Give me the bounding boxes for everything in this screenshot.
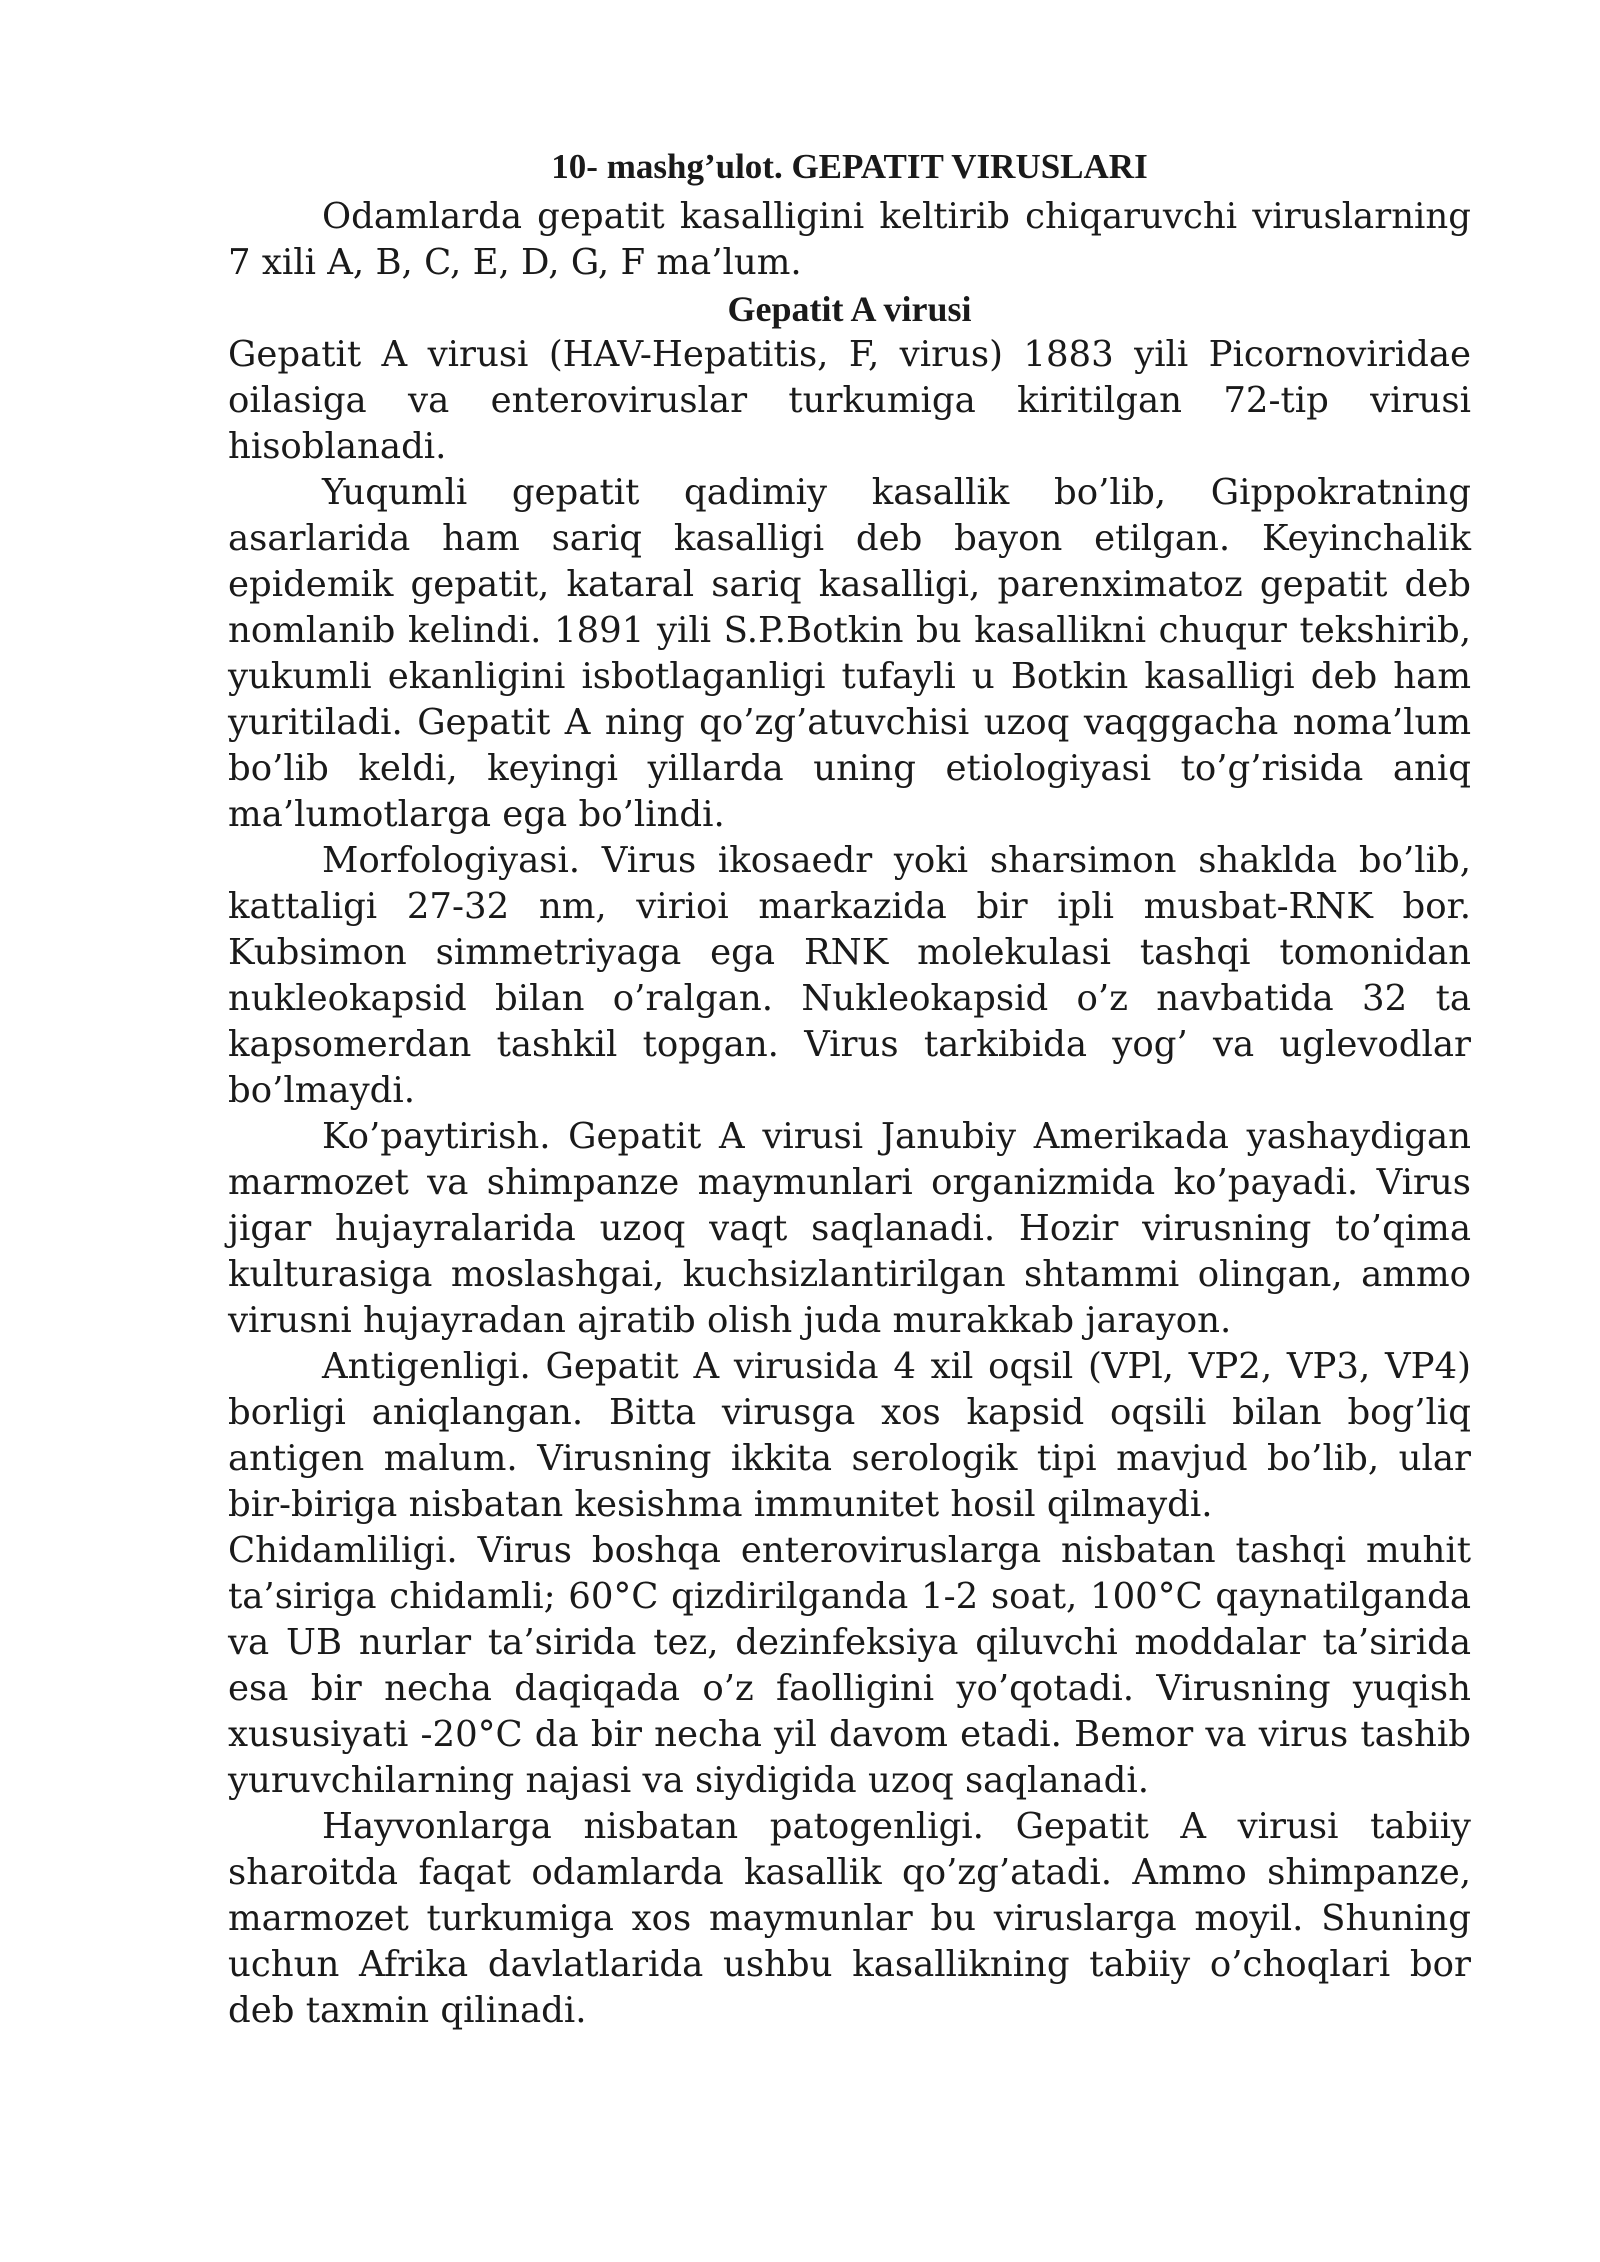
paragraph-morphology: Morfologiyasi. Virus ikosaedr yoki sharsimon shaklda bo’lib, kattaligi 27-32 nm, virioi markazida bir ipli musbat-RNK bor. Kubsimon simmetriyaga ega RNK molekulasi tashqi tomonidan nukleokapsid bilan o’ralgan. Nukleokapsid o’z navbatida 32 ta kapsomerdan tashkil topgan. Virus tarkibida yog’ va uglevodlar bo’lmaydi.: [228, 840, 1471, 1111]
document-page: [228, 144, 1471, 2034]
paragraph-reproduction: Ko’paytirish. Gepatit A virusi Janubiy Amerikada yashaydigan marmozet va shimpanze maymunlari organizmida ko’payadi. Virus jigar hujayralarida uzoq vaqt saqlanadi. Hozir virusning to’qima kulturasiga moslashgai, kuchsizlantirilgan shtammi olingan, ammo virusni hujayradan ajratib olish juda murakkab jarayon.: [228, 1116, 1471, 1341]
intro-paragraph: Odamlarda gepatit kasalligini keltirib chiqaruvchi viruslarning 7 xili A, B, C, E, D, G, F ma’lum.: [228, 196, 1471, 283]
paragraph-classification: Gepatit A virusi (HAV-Hepatitis, F, virus) 1883 yili Picornoviridae oilasiga va enteroviruslar turkumiga kiritilgan 72-tip virusi hisoblanadi.: [228, 334, 1471, 467]
document-title: 10- mashg’ulot. GEPATIT VIRUSLARI: [551, 147, 1148, 186]
paragraph-history: Yuqumli gepatit qadimiy kasallik bo’lib, Gippokratning asarlarida ham sariq kasalligi deb bayon etilgan. Keyinchalik epidemik gepatit, kataral sariq kasalligi, parenximatoz gepatit deb nomlanib kelindi. 1891 yili S.P.Botkin bu kasallikni chuqur tekshirib, yukumli ekanligini isbotlaganligi tufayli u Botkin kasalligi deb ham yuritiladi. Gepatit A ning qo’zg’atuvchisi uzoq vaqggacha noma’lum bo’lib keldi, keyingi yillarda uning etiologiyasi to’g’risida aniq ma’lumotlarga ega bo’lindi.: [228, 472, 1471, 835]
paragraph-resistance: Chidamliligi. Virus boshqa enteroviruslarga nisbatan tashqi muhit ta’siriga chidamli; 60°C qizdirilganda 1-2 soat, 100°C qaynatilganda va UB nurlar ta’sirida tez, dezinfeksiya qiluvchi moddalar ta’sirida esa bir necha daqiqada o’z faolligini yo’qotadi. Virusning yuqish xususiyati -20°C da bir necha yil davom etadi. Bemor va virus tashib yuruvchilarning najasi va siydigida uzoq saqlanadi.: [228, 1530, 1471, 1801]
paragraph-pathogenicity: Hayvonlarga nisbatan patogenligi. Gepatit A virusi tabiiy sharoitda faqat odamlarda kasallik qo’zg’atadi. Ammo shimpanze, marmozet turkumiga xos maymunlar bu viruslarga moyil. Shuning uchun Afrika davlatlarida ushbu kasallikning tabiiy o’choqlari bor deb taxmin qilinadi.: [228, 1806, 1471, 2031]
paragraph-antigenicity: Antigenligi. Gepatit A virusida 4 xil oqsil (VPl, VP2, VP3, VP4) borligi aniqlangan. Bitta virusga xos kapsid oqsili bilan bog’liq antigen malum. Virusning ikkita serologik tipi mavjud bo’lib, ular bir-biriga nisbatan kesishma immunitet hosil qilmaydi.: [228, 1346, 1471, 1525]
section-heading: Gepatit A virusi: [727, 289, 972, 329]
